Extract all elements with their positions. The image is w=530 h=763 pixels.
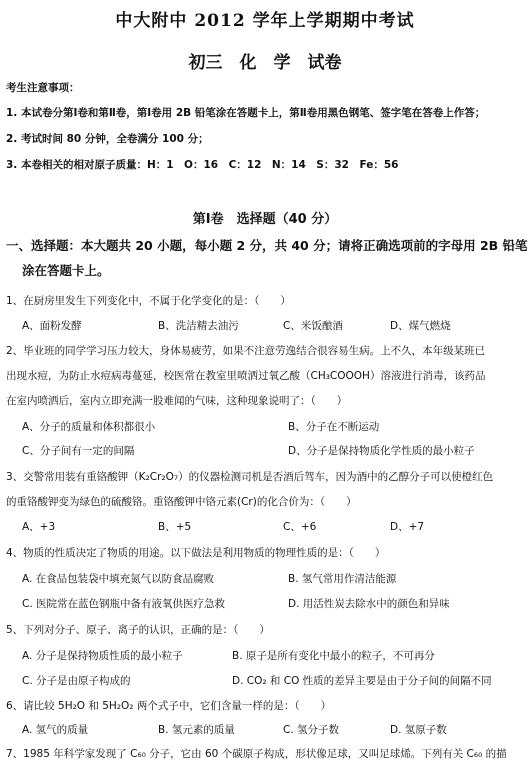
question-6-stem: 6、请比较 5H₂O 和 5H₂O₂ 两个式子中，它们含量一样的是：（ ） [6, 700, 332, 712]
question-6-option-a: A. 氢气的质量 [22, 724, 89, 736]
exam-title: 中大附中 2012 学年上学期期中考试 [115, 11, 415, 31]
question-5-stem: 5、下列对分子、原子、离子的认识，正确的是：（ ） [6, 624, 270, 636]
question-3-stem-line1: 3、交警常用装有重铬酸钾（K₂Cr₂O₇）的仪器检测司机是否酒后驾车，因为酒中的乙醇分子可以使橙红色 [6, 471, 494, 483]
question-1-option-a: A、面粉发酵 [22, 320, 82, 332]
section-instruction-line1: 一、选择题：本大题共 20 小题，每小题 2 分，共 40 分；请将正确选项前的字母用 2B 铅笔 [6, 238, 528, 253]
notes-heading: 考生注意事项： [6, 82, 80, 94]
question-1-option-d: D、煤气燃烧 [390, 320, 451, 332]
question-1-stem: 1、在厨房里发生下列变化中，不属于化学变化的是：（ ） [6, 295, 291, 307]
note-item-3: 3. 本卷相关的相对原子质量：H：1 O：16 C：12 N：14 S：32 Fe：56 [6, 159, 399, 171]
question-5-option-b: B. 原子是所有变化中最小的粒子，不可再分 [232, 650, 435, 662]
question-3-stem-line2: 的重铬酸钾变为绿色的硫酸铬。重铬酸钾中铬元素(Cr)的化合价为：（ ） [6, 496, 357, 508]
question-3-option-a: A、+3 [22, 521, 56, 533]
question-4-option-a: A. 在食品包装袋中填充氮气以防食品腐败 [22, 573, 215, 585]
question-2-option-d: D、分子是保持物质化学性质的最小粒子 [288, 445, 475, 457]
question-1-option-c: C、米饭酿酒 [283, 320, 343, 332]
question-2-option-a: A、分子的质量和体积都很小 [22, 421, 156, 433]
question-4-stem: 4、物质的性质决定了物质的用途。以下做法是利用物质的物理性质的是：（ ） [6, 547, 386, 559]
note-item-2: 2. 考试时间 80 分钟，全卷满分 100 分； [6, 133, 209, 145]
note-item-1: 1. 本试卷分第Ⅰ卷和第Ⅱ卷，第Ⅰ卷用 2B 铅笔涂在答题卡上，第Ⅱ卷用黑色钢笔、签字笔在答卷上作答； [6, 107, 486, 119]
question-5-option-a: A. 分子是保持物质性质的最小粒子 [22, 650, 183, 662]
question-2-option-c: C、分子间有一定的间隔 [22, 445, 135, 457]
question-2-stem-line2: 出现水痘，为防止水痘病毒蔓延，校医常在教室里喷洒过氧乙酸（CH₃COOOH）溶液进行消毒，该药品 [6, 370, 486, 382]
question-7-stem: 7、1985 年科学家发现了 C₆₀ 分子，它由 60 个碳原子构成，形状像足球，又叫足球烯。下列有关 C₆₀ 的描 [6, 748, 507, 760]
question-4-option-c: C. 医院常在蓝色钢瓶中备有液氧供医疗急救 [22, 598, 226, 610]
question-1-option-b: B、洗洁精去油污 [158, 320, 239, 332]
question-2-option-b: B、分子在不断运动 [288, 421, 380, 433]
section-instruction-line2: 涂在答题卡上。 [22, 263, 110, 278]
question-3-option-c: C、+6 [283, 521, 317, 533]
question-3-option-b: B、+5 [158, 521, 192, 533]
question-2-stem-line3: 在室内喷洒后，室内立即充满一股难闻的气味，这种现象说明了：（ ） [6, 395, 348, 407]
exam-subtitle: 初三 化 学 试卷 [188, 53, 342, 73]
question-6-option-d: D. 氢原子数 [390, 724, 447, 736]
question-5-option-d: D. CO₂ 和 CO 性质的差异主要是由于分子间的间隔不同 [232, 675, 492, 687]
section-title: 第Ⅰ卷 选择题（40 分） [192, 212, 338, 227]
question-4-option-d: D. 用活性炭去除水中的颜色和异味 [288, 598, 450, 610]
question-4-option-b: B. 氢气常用作清洁能源 [288, 573, 397, 585]
question-2-stem-line1: 2、毕业班的同学学习压力较大，身体易疲劳，如果不注意劳逸结合很容易生病。上不久，本年级某班已 [6, 345, 486, 357]
question-5-option-c: C. 分子是由原子构成的 [22, 675, 131, 687]
question-6-option-c: C. 氢分子数 [283, 724, 340, 736]
question-3-option-d: D、+7 [390, 521, 425, 533]
question-6-option-b: B. 氢元素的质量 [158, 724, 235, 736]
